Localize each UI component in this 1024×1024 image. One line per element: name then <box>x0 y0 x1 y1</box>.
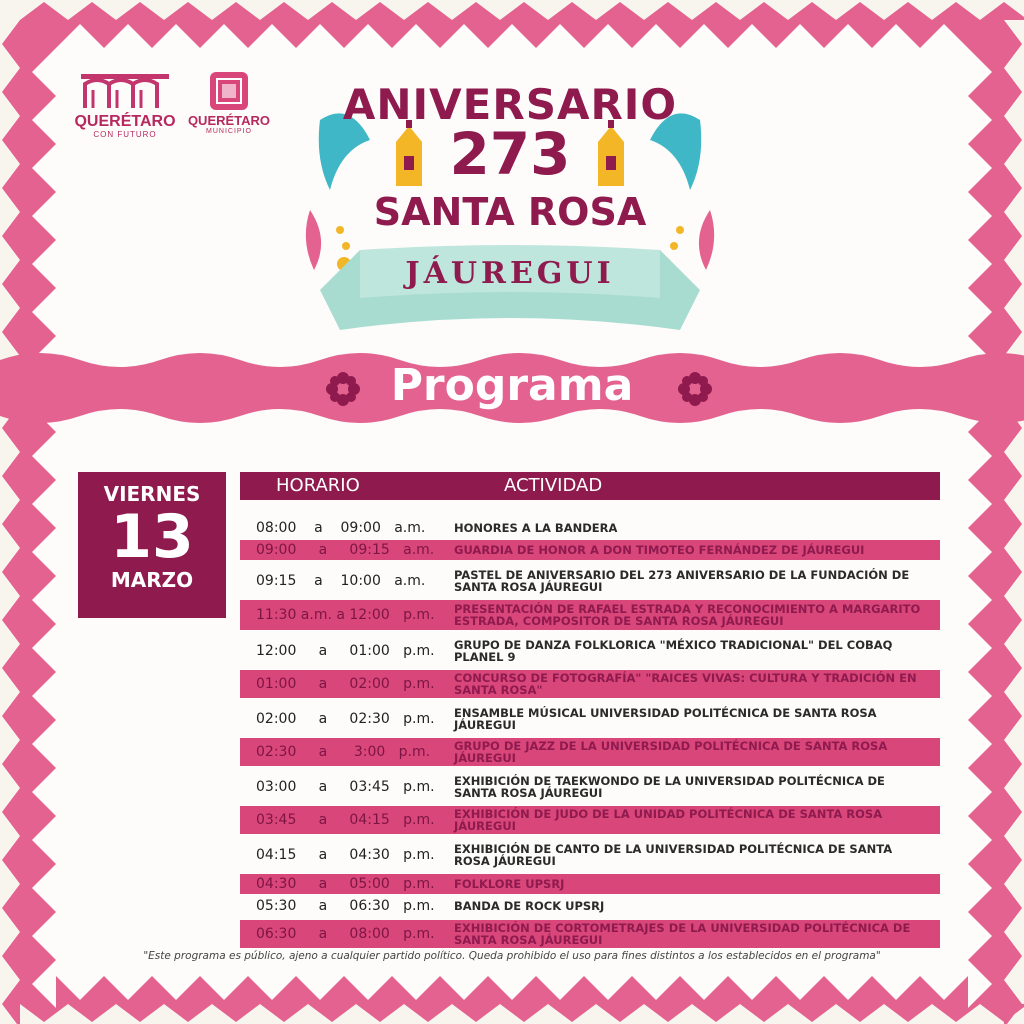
row-activity-text: EXHIBICIÓN DE JUDO DE LA UNIDAD POLITÉCNICA DE SANTA ROSA JÁUREGUI <box>454 807 883 833</box>
title-line1: ANIVERSARIO <box>342 80 678 129</box>
anniversary-title <box>300 80 720 350</box>
queretaro-con-futuro-logo <box>70 72 180 139</box>
day-weekday: VIERNES <box>103 482 201 506</box>
day-month: MARZO <box>110 568 194 592</box>
schedule-table <box>240 518 940 948</box>
table-row <box>240 806 940 834</box>
row-activity-text: ENSAMBLE MÚSICAL UNIVERSIDAD POLITÉCNICA DE SANTA ROSA JÁUREGUI <box>454 706 877 732</box>
title-number: 273 <box>449 120 571 188</box>
row-activity-text: GRUPO DE DANZA FOLKLORICA "MÉXICO TRADICIONAL" DEL COBAQ PLANEL 9 <box>454 638 893 664</box>
row-time: 06:30 a 08:00 p.m. <box>256 926 435 942</box>
header-activity: ACTIVIDAD <box>504 475 603 496</box>
municipal-shield-icon <box>210 72 248 110</box>
row-time: 12:00 a 01:00 p.m. <box>256 643 435 659</box>
row-time: 02:00 a 02:30 p.m. <box>256 711 435 727</box>
row-time: 04:30 a 05:00 p.m. <box>256 876 435 892</box>
table-row <box>240 670 940 698</box>
row-activity <box>454 874 924 894</box>
table-row <box>240 874 940 894</box>
table-row <box>240 636 940 666</box>
row-activity <box>454 670 924 698</box>
row-activity-text: CONCURSO DE FOTOGRAFÍA" "RAICES VIVAS: CULTURA Y TRADICIÓN EN SANTA ROSA" <box>454 671 917 697</box>
day-number: 13 <box>110 502 194 572</box>
row-time: 09:00 a 09:15 a.m. <box>256 542 435 558</box>
row-activity-text: GUARDIA DE HONOR A DON TIMOTEO FERNÁNDEZ DE JÁUREGUI <box>454 543 865 557</box>
ribbon-text: JÁUREGUI <box>405 256 615 291</box>
table-row <box>240 566 940 596</box>
disclaimer: "Este programa es público, ajeno a cualquier partido político. Queda prohibido el uso para fines distintos a los establecidos en el programa" <box>143 950 881 962</box>
row-activity <box>454 600 924 630</box>
table-row <box>240 896 940 916</box>
section-title: Programa <box>390 360 634 411</box>
row-activity <box>454 518 924 538</box>
table-row <box>240 518 940 538</box>
table-row <box>240 738 940 766</box>
table-row <box>240 920 940 948</box>
table-row <box>240 772 940 802</box>
row-activity-text: BANDA DE ROCK UPSRJ <box>454 899 605 913</box>
logo-tagline: MUNICIPIO <box>206 128 252 135</box>
table-row <box>240 600 940 630</box>
row-time: 04:15 a 04:30 p.m. <box>256 847 435 863</box>
table-header <box>240 472 940 500</box>
row-activity <box>454 806 924 834</box>
table-row <box>240 840 940 870</box>
row-time: 08:00 a 09:00 a.m. <box>256 520 426 536</box>
row-time: 03:00 a 03:45 p.m. <box>256 779 435 795</box>
row-time: 05:30 a 06:30 p.m. <box>256 898 435 914</box>
row-time: 09:15 a 10:00 a.m. <box>256 573 426 589</box>
row-activity-text: PRESENTACIÓN DE RAFAEL ESTRADA Y RECONOCIMIENTO A MARGARITO ESTRADA, COMPOSITOR DE SANTA ROSA JÁUREGUI <box>454 602 921 628</box>
row-activity <box>454 636 924 666</box>
logo-tagline: CON FUTURO <box>93 130 157 139</box>
logo-name: QUERÉTARO <box>74 113 176 130</box>
row-activity <box>454 738 924 766</box>
row-activity <box>454 566 924 596</box>
row-activity-text: FOLKLORE UPSRJ <box>454 877 565 891</box>
header-time: HORARIO <box>276 475 360 496</box>
row-activity <box>454 704 924 734</box>
row-activity-text: GRUPO DE JAZZ DE LA UNIVERSIDAD POLITÉCNICA DE SANTA ROSA JÁUREGUI <box>454 739 888 765</box>
row-activity <box>454 896 924 916</box>
title-line2: SANTA ROSA <box>373 190 647 234</box>
arches-icon <box>77 72 173 110</box>
row-time: 02:30 a 3:00 p.m. <box>256 744 431 760</box>
row-activity <box>454 840 924 870</box>
logo-name: QUERÉTARO <box>187 113 271 128</box>
day-badge <box>78 472 226 618</box>
row-activity <box>454 772 924 802</box>
row-activity <box>454 540 924 560</box>
queretaro-municipio-logo <box>186 72 272 135</box>
table-row <box>240 540 940 560</box>
row-time: 01:00 a 02:00 p.m. <box>256 676 435 692</box>
row-activity-text: EXHIBICIÓN DE TAEKWONDO DE LA UNIVERSIDAD POLITÉCNICA DE SANTA ROSA JÁUREGUI <box>454 774 885 800</box>
table-row <box>240 704 940 734</box>
row-activity-text: HONORES A LA BANDERA <box>454 521 618 535</box>
row-time: 11:30 a.m. a 12:00 p.m. <box>256 607 435 623</box>
row-time: 03:45 a 04:15 p.m. <box>256 812 435 828</box>
row-activity <box>454 920 924 948</box>
row-activity-text: EXHIBICIÓN DE CANTO DE LA UNIVERSIDAD POLITÉCNICA DE SANTA ROSA JÁUREGUI <box>454 842 893 868</box>
row-activity-text: EXHIBICIÓN DE CORTOMETRAJES DE LA UNIVERSIDAD POLITÉCNICA DE SANTA ROSA JÁUREGUI <box>454 921 911 947</box>
row-activity-text: PASTEL DE ANIVERSARIO DEL 273 ANIVERSARIO DE LA FUNDACIÓN DE SANTA ROSA JÁUREGUI <box>454 568 910 594</box>
